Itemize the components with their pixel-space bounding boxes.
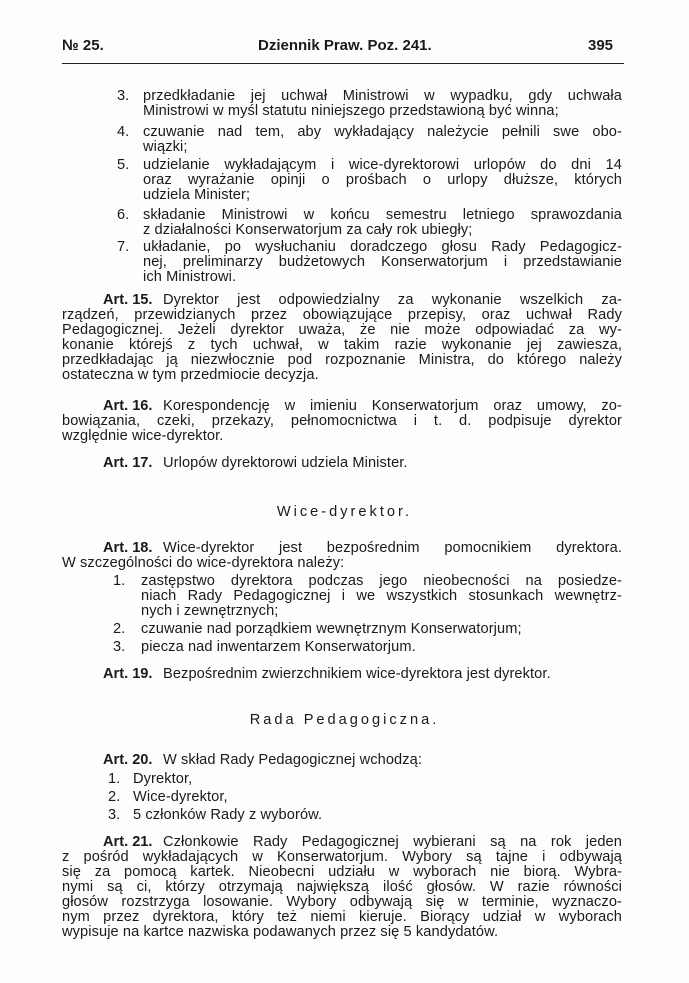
list-item-line: nych i zewnętrznych; — [141, 603, 279, 619]
page-number: 395 — [588, 37, 614, 54]
list-item-line: zastępstwo dyrektora podczas jego nieobecności na posiedze- — [141, 573, 622, 589]
section-heading-pedagogical-council: Rada Pedagogiczna. — [249, 712, 440, 728]
list-item-line: z działalności Konserwatorjum za cały rok ubiegły; — [143, 222, 473, 238]
article-line: rządzeń, przewidzianych przez obowiązujące przepisy, oraz uchwał Rady — [62, 307, 622, 323]
list-item-line: Ministrowi w myśl statutu niniejszego przedstawioną być winna; — [143, 103, 559, 119]
list-item-number: 1. — [113, 573, 126, 589]
article-label: Art. 21. — [103, 834, 153, 850]
section-heading-vice-director: Wice-dyrektor. — [276, 504, 413, 520]
list-item-number: 2. — [113, 621, 126, 637]
list-item-line: piecza nad inwentarzem Konserwatorjum. — [141, 639, 416, 655]
article-label: Art. 17. — [103, 455, 153, 471]
article-line: z pośród wykładających w Konserwatorjum. Wybory są tajne i odbywają — [62, 849, 622, 865]
article-line: konanie którejś z tych uchwał, w takim razie wykonanie jej zawiesza, — [62, 337, 622, 353]
article-line: Urlopów dyrektorowi udziela Minister. — [163, 455, 408, 471]
list-item-number: 5. — [117, 157, 130, 173]
list-item-number: 6. — [117, 207, 130, 223]
list-item-number: 4. — [117, 124, 130, 140]
list-item-line: oraz wyrażanie opinji o prośbach o urlopy dłuższe, których — [143, 172, 622, 188]
list-item-line: czuwanie nad porządkiem wewnętrznym Konserwatorjum; — [141, 621, 522, 637]
list-item-number: 3. — [113, 639, 126, 655]
article-label: Art. 20. — [103, 752, 153, 768]
article-line: Korespondencję w imieniu Konserwatorjum oraz umowy, zo- — [163, 398, 622, 414]
article-line: Wice-dyrektor jest bezpośrednim pomocnikiem dyrektora. — [163, 540, 622, 556]
article-line: nym przez dyrektora, który też niemi kieruje. Biorący udział w wyborach — [62, 909, 622, 925]
header-rule — [62, 63, 624, 64]
article-line: wypisuje na kartce nazwiska podawanych przez się 5 kandydatów. — [62, 924, 499, 940]
article-line: W szczególności do wice-dyrektora należy: — [62, 555, 345, 571]
list-item-line: wiązki; — [143, 139, 188, 155]
article-label: Art. 19. — [103, 666, 153, 682]
list-item-line: niach Rady Pedagogicznej i we wszystkich stosunkach wewnętrz- — [141, 588, 622, 604]
list-item-line: składanie Ministrowi w końcu semestru letniego sprawozdania — [143, 207, 622, 223]
journal-title: Dziennik Praw. Poz. 241. — [258, 37, 432, 54]
article-line: bowiązania, czeki, przekazy, pełnomocnictwa i t. d. podpisuje dyrektor — [62, 413, 622, 429]
article-line: W skład Rady Pedagogicznej wchodzą: — [163, 752, 423, 768]
list-item-line: układanie, po wysłuchaniu doradczego głosu Rady Pedagogicz- — [143, 239, 622, 255]
article-line: Pedagogicznej. Jeżeli dyrektor uważa, że nie może odpowiadać za wy- — [62, 322, 622, 338]
article-line: ostateczna w tym przedmiocie decyzja. — [62, 367, 319, 383]
article-line: głosów rozstrzyga losowanie. Wybory odbywają się w terminie, wyznaczo- — [62, 894, 622, 910]
list-item-line: Dyrektor, — [133, 771, 193, 787]
list-item-line: nej, preliminarzy budżetowych Konserwatorjum i przedstawianie — [143, 254, 622, 270]
article-line: względnie wice-dyrektor. — [62, 428, 224, 444]
list-item-number: 7. — [117, 239, 130, 255]
list-item-line: udzielanie wykładającym i wice-dyrektorowi urlopów do dni 14 — [143, 157, 622, 173]
article-line: się za pomocą kartek. Nieobecni udziału w wyborach nie biorą. Wybra- — [62, 864, 622, 880]
list-item-line: 5 członków Rady z wyborów. — [133, 807, 323, 823]
list-item-number: 1. — [108, 771, 121, 787]
article-line: przedkładając ją niezwłocznie pod rozpoznanie Ministra, do którego należy — [62, 352, 622, 368]
article-label: Art. 18. — [103, 540, 153, 556]
list-item-line: Wice-dyrektor, — [133, 789, 228, 805]
list-item-number: 3. — [108, 807, 121, 823]
article-line: Dyrektor jest odpowiedzialny za wykonanie wszelkich za- — [163, 292, 622, 308]
article-line: Bezpośrednim zwierzchnikiem wice-dyrektora jest dyrektor. — [163, 666, 551, 682]
list-item-line: czuwanie nad tem, aby wykładający należycie pełnili swe obo- — [143, 124, 622, 140]
list-item-number: 2. — [108, 789, 121, 805]
article-line: nymi są ci, którzy otrzymają największą ilość głosów. W razie równości — [62, 879, 622, 895]
list-item-line: ich Ministrowi. — [143, 269, 237, 285]
article-line: Członkowie Rady Pedagogicznej wybierani są na rok jeden — [163, 834, 622, 850]
list-item-number: 3. — [117, 88, 130, 104]
list-item-line: przedkładanie jej uchwał Ministrowi w wypadku, gdy uchwała — [143, 88, 622, 104]
article-label: Art. 16. — [103, 398, 153, 414]
article-label: Art. 15. — [103, 292, 153, 308]
list-item-line: udziela Minister; — [143, 187, 251, 203]
issue-number: № 25. — [62, 37, 104, 54]
